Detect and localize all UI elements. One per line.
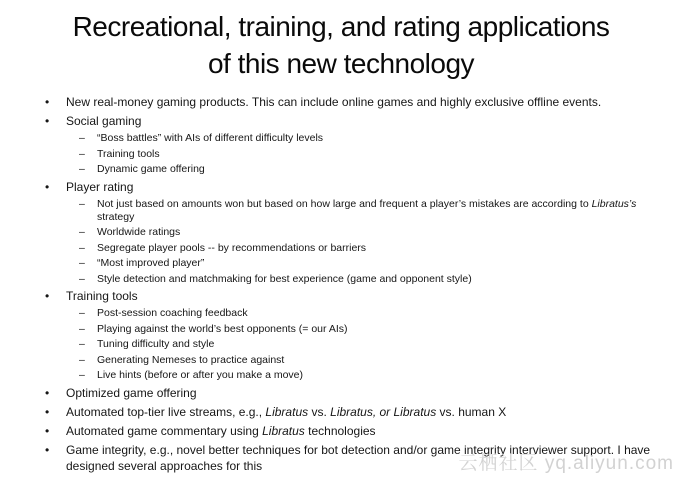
dash-icon: – bbox=[79, 163, 85, 175]
bullet-text: Dynamic game offering bbox=[97, 163, 205, 175]
bullet-item bbox=[0, 442, 682, 474]
bullet-text: Training tools bbox=[97, 147, 160, 160]
sub-bullet-item bbox=[0, 338, 682, 351]
bullet-item bbox=[0, 385, 682, 401]
sub-bullet-item bbox=[0, 226, 682, 239]
bullet-icon: • bbox=[45, 114, 50, 128]
slide-title-line2: of this new technology bbox=[207, 48, 475, 79]
dash-icon: – bbox=[79, 272, 85, 285]
dash-icon: – bbox=[79, 147, 85, 160]
bullet-text: “Boss battles” with AIs of different difficulty levels bbox=[97, 132, 324, 144]
sub-bullet-item bbox=[0, 323, 682, 336]
sub-bullet-item bbox=[0, 132, 682, 145]
bullet-icon: • bbox=[45, 385, 50, 400]
bullet-text: Player rating bbox=[66, 179, 134, 194]
bullet-item bbox=[0, 288, 682, 304]
dash-icon: – bbox=[79, 353, 85, 366]
sub-bullet-item bbox=[0, 198, 682, 224]
dash-icon: – bbox=[79, 338, 85, 350]
sub-bullet-item bbox=[0, 242, 682, 255]
dash-icon: – bbox=[79, 257, 85, 269]
sub-bullet-item bbox=[0, 148, 682, 161]
bullet-text: Live hints (before or after you make a move) bbox=[97, 369, 304, 381]
bullet-list bbox=[0, 94, 682, 474]
bullet-text: Style detection and matchmaking for best experience (game and opponent style) bbox=[97, 272, 472, 285]
bullet-text: Automated game commentary using Libratus technologies bbox=[66, 423, 376, 438]
sub-bullet-item bbox=[0, 273, 682, 286]
bullet-text: Optimized game offering bbox=[66, 385, 197, 400]
watermark: 云栖社区 yq.aliyun.com bbox=[458, 453, 674, 474]
bullet-item bbox=[0, 113, 682, 129]
dash-icon: – bbox=[79, 369, 85, 381]
bullet-icon: • bbox=[45, 423, 50, 438]
bullet-text: Training tools bbox=[66, 289, 138, 303]
dash-icon: – bbox=[79, 322, 85, 335]
bullet-icon: • bbox=[45, 404, 50, 419]
bullet-text: Game integrity, e.g., novel better techniques for bot detection and/or game integrity interviewer support. I have designed several approaches for this bbox=[66, 442, 651, 473]
bullet-text: Social gaming bbox=[66, 114, 142, 128]
bullet-text: Automated top-tier live streams, e.g., Libratus vs. Libratus, or Libratus vs. human X bbox=[66, 404, 507, 419]
bullet-text: Tuning difficulty and style bbox=[97, 338, 215, 350]
bullet-item bbox=[0, 179, 682, 195]
dash-icon: – bbox=[79, 307, 85, 319]
bullet-text: New real-money gaming products. This can include online games and highly exclusive offline events. bbox=[66, 95, 602, 109]
dash-icon: – bbox=[79, 132, 85, 144]
sub-bullet-item bbox=[0, 307, 682, 320]
bullet-text: Worldwide ratings bbox=[97, 226, 181, 238]
bullet-text: Not just based on amounts won but based on how large and frequent a player’s mistakes are according to Libratus’s strategy bbox=[97, 197, 637, 223]
dash-icon: – bbox=[79, 241, 85, 254]
slide-title-line1: Recreational, training, and rating applications bbox=[72, 11, 610, 42]
bullet-icon: • bbox=[45, 179, 50, 194]
dash-icon: – bbox=[79, 197, 85, 210]
bullet-item bbox=[0, 423, 682, 439]
bullet-icon: • bbox=[45, 289, 50, 303]
sub-bullet-item bbox=[0, 369, 682, 382]
bullet-icon: • bbox=[45, 442, 50, 457]
bullet-item bbox=[0, 404, 682, 420]
dash-icon: – bbox=[79, 226, 85, 238]
sub-bullet-item bbox=[0, 257, 682, 270]
bullet-text: Generating Nemeses to practice against bbox=[97, 353, 285, 366]
sub-bullet-item bbox=[0, 163, 682, 176]
bullet-text: Post-session coaching feedback bbox=[97, 307, 248, 319]
bullet-text: Segregate player pools -- by recommendations or barriers bbox=[97, 241, 367, 254]
slide-title bbox=[0, 8, 682, 82]
bullet-icon: • bbox=[45, 95, 50, 109]
bullet-text: Playing against the world’s best opponents (= our AIs) bbox=[97, 322, 348, 335]
bullet-text: “Most improved player” bbox=[97, 257, 205, 269]
sub-bullet-item bbox=[0, 354, 682, 367]
bullet-item bbox=[0, 94, 682, 110]
